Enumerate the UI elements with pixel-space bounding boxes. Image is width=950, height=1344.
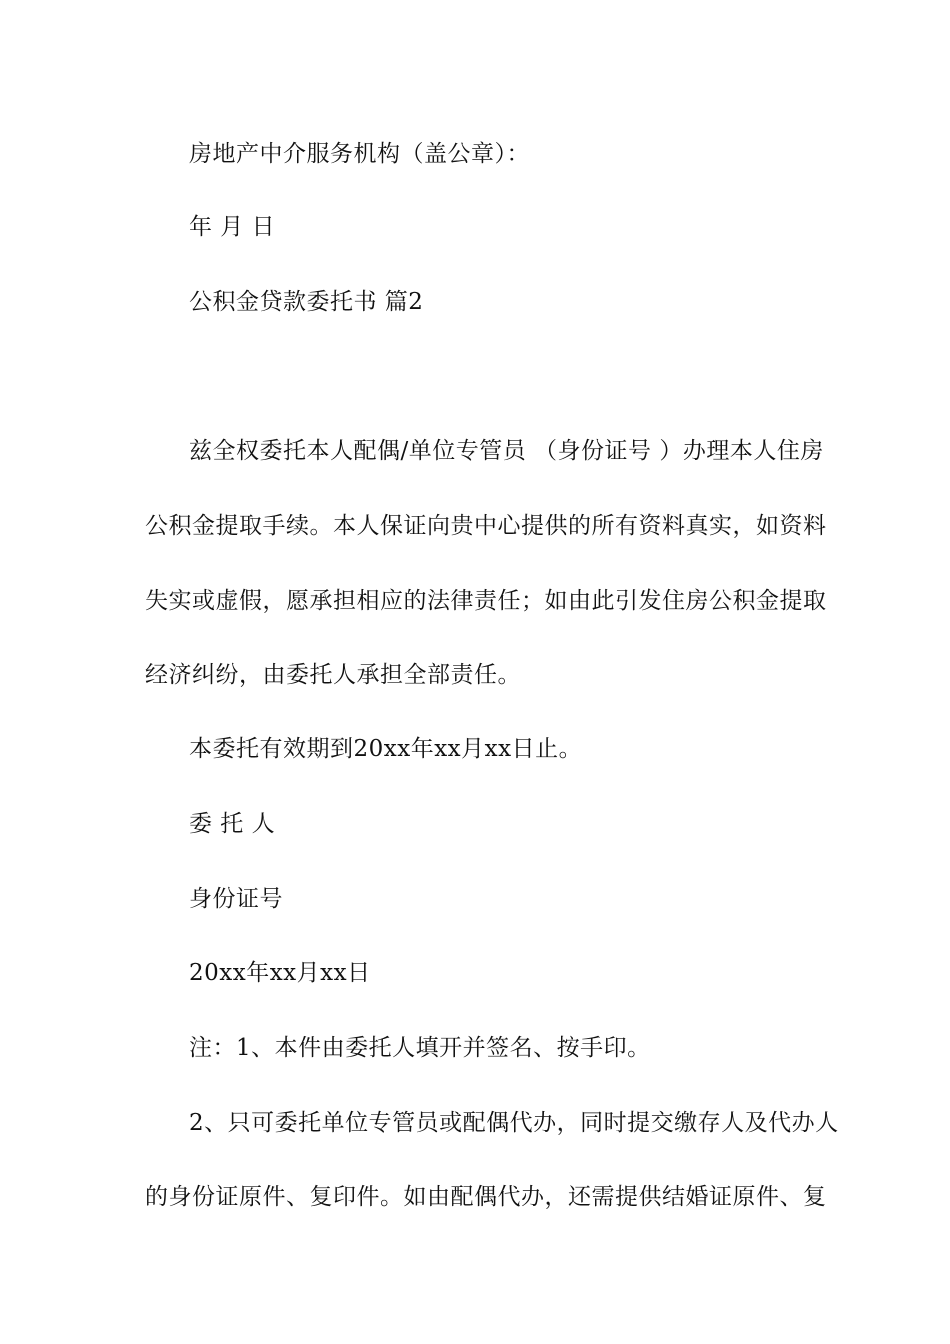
date-placeholder-line: 年 月 日 xyxy=(189,214,276,240)
principal-label: 委 托 人 xyxy=(189,811,276,837)
note-line-2: 2、只可委托单位专管员或配偶代办，同时提交缴存人及代办人 xyxy=(189,1110,839,1136)
body-paragraph-line-2: 公积金提取手续。本人保证向贵中心提供的所有资料真实，如资料 xyxy=(145,513,827,539)
agency-seal-line: 房地产中介服务机构（盖公章）： xyxy=(189,141,530,167)
body-paragraph-line-4: 经济纠纷，由委托人承担全部责任。 xyxy=(145,662,521,688)
id-number-label: 身份证号 xyxy=(189,886,283,912)
body-paragraph-line-1: 兹全权委托本人配偶/单位专管员 （身份证号 ）办理本人住房 xyxy=(189,438,824,464)
note-line-1: 注：1、本件由委托人填开并签名、按手印。 xyxy=(189,1035,651,1061)
section-heading: 公积金贷款委托书 篇2 xyxy=(189,289,424,315)
body-paragraph-line-3: 失实或虚假，愿承担相应的法律责任；如由此引发住房公积金提取 xyxy=(145,588,827,614)
signature-date-line: 20xx年xx月xx日 xyxy=(189,960,371,986)
note-line-3: 的身份证原件、复印件。如由配偶代办，还需提供结婚证原件、复 xyxy=(145,1184,827,1210)
validity-line: 本委托有效期到20xx年xx月xx日止。 xyxy=(189,736,583,762)
